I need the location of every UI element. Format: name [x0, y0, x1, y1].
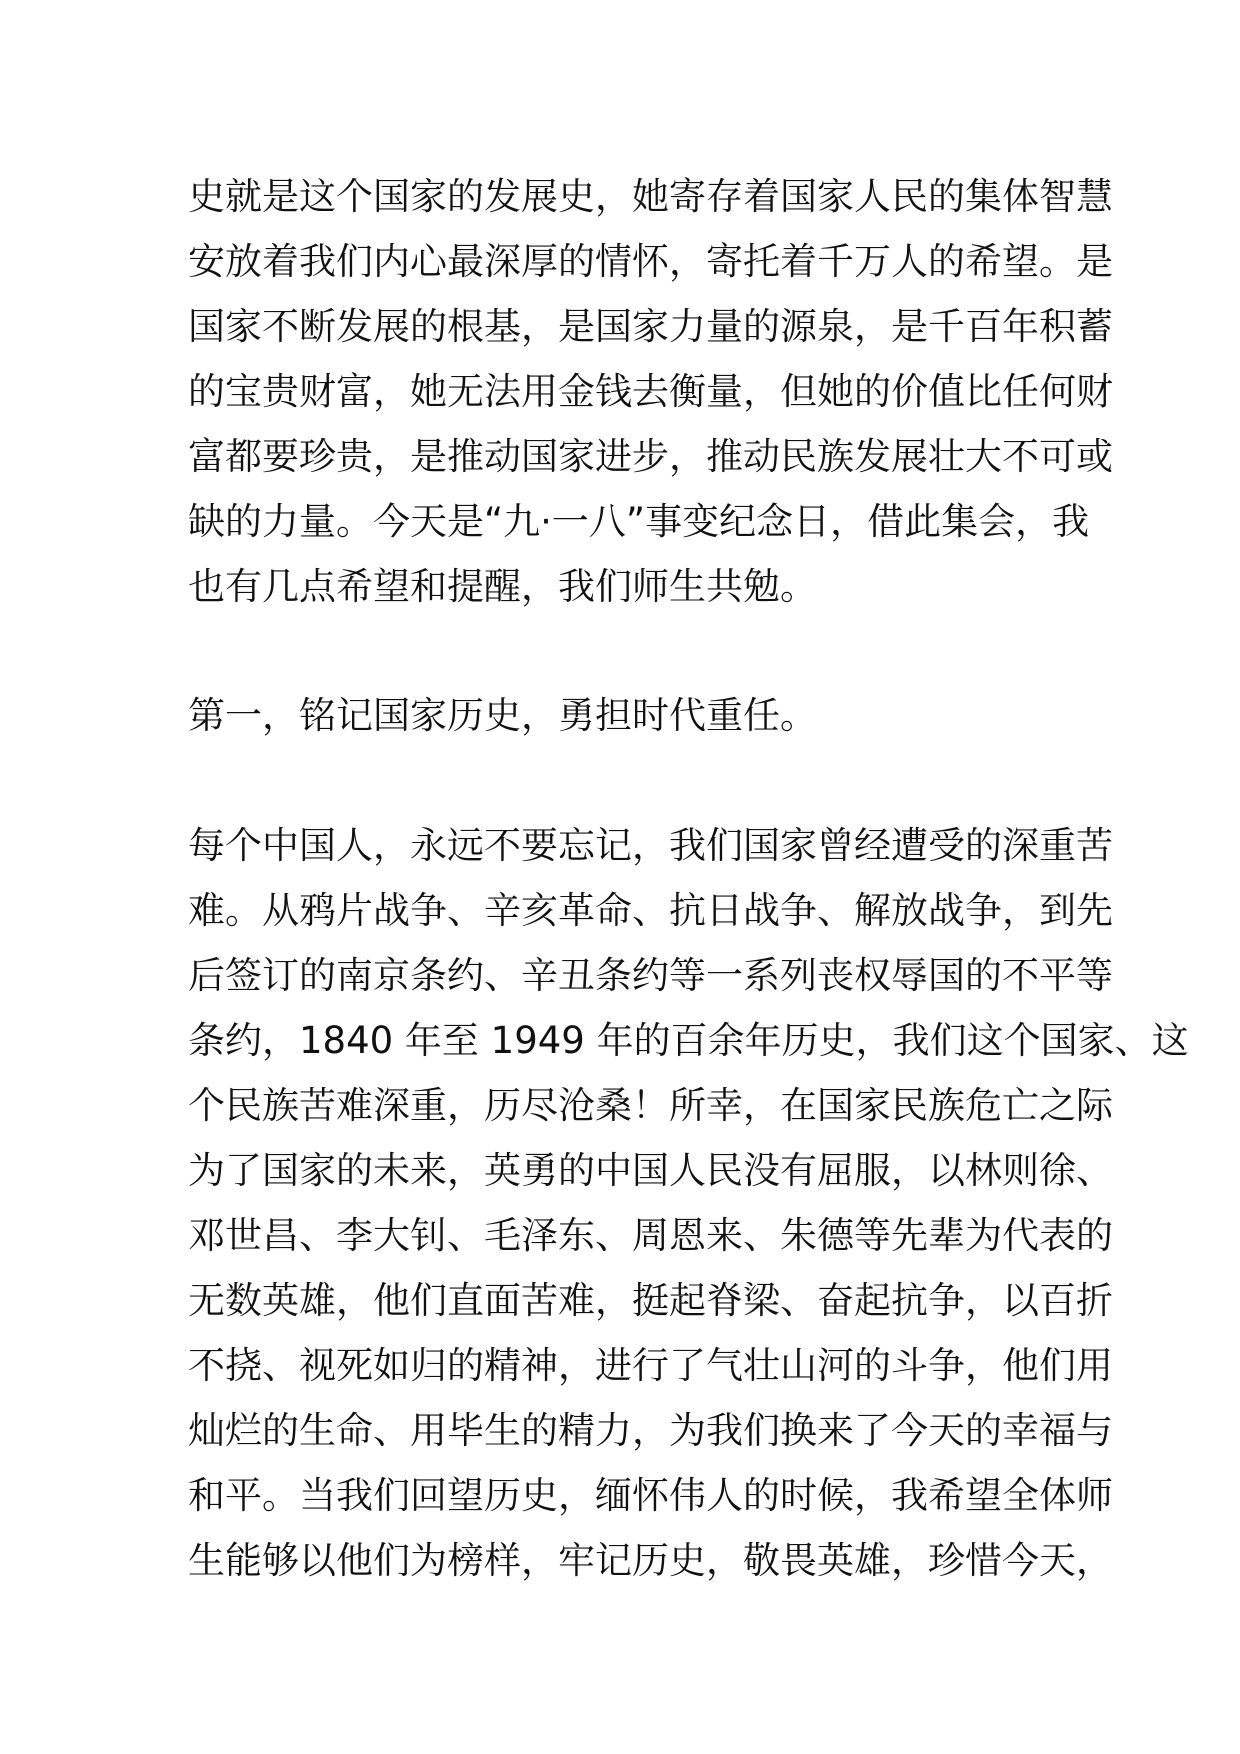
text-line: 条约，1840 年至 1949 年的百余年历史，我们这个国家、这 [188, 1019, 1189, 1062]
text-line: 生能够以他们为榜样，牢记历史，敬畏英雄，珍惜今天， [188, 1539, 1113, 1582]
text-line: 邓世昌、李大钊、毛泽东、周恩来、朱德等先辈为代表的 [188, 1214, 1113, 1257]
text-line: 安放着我们内心最深厚的情怀，寄托着千万人的希望。是 [188, 240, 1113, 283]
text-line: 灿烂的生命、用毕生的精力，为我们换来了今天的幸福与 [188, 1409, 1113, 1452]
text-line: 不挠、视死如归的精神，进行了气壮山河的斗争，他们用 [188, 1344, 1113, 1387]
text-line: 史就是这个国家的发展史，她寄存着国家人民的集体智慧 [188, 175, 1113, 218]
text-line: 无数英雄，他们直面苦难，挺起脊梁、奋起抗争，以百折 [188, 1279, 1113, 1322]
section-heading-first [188, 683, 1068, 748]
text-line: 个民族苦难深重，历尽沧桑！所幸，在国家民族危亡之际 [188, 1084, 1113, 1127]
text-line: 缺的力量。今天是“九·一八”事变纪念日，借此集会，我 [188, 500, 1090, 543]
paragraph-history [188, 813, 1189, 1593]
text-line: 后签订的南京条约、辛丑条约等一系列丧权辱国的不平等 [188, 954, 1113, 997]
text-line: 的宝贵财富，她无法用金钱去衡量，但她的价值比任何财 [188, 370, 1113, 413]
text-line: 富都要珍贵，是推动国家进步，推动民族发展壮大不可或 [188, 435, 1113, 478]
paragraph-intro [188, 164, 1113, 619]
text-line: 每个中国人，永远不要忘记，我们国家曾经遭受的深重苦 [188, 824, 1113, 867]
text-line: 国家不断发展的根基，是国家力量的源泉，是千百年积蓄 [188, 305, 1113, 348]
text-line: 难。从鸦片战争、辛亥革命、抗日战争、解放战争，到先 [188, 889, 1113, 932]
text-line: 和平。当我们回望历史，缅怀伟人的时候，我希望全体师 [188, 1474, 1113, 1517]
text-line: 也有几点希望和提醒，我们师生共勉。 [188, 565, 817, 608]
section-heading: 第一，铭记国家历史，勇担时代重任。 [188, 694, 817, 737]
text-line: 为了国家的未来，英勇的中国人民没有屈服，以林则徐、 [188, 1149, 1113, 1192]
